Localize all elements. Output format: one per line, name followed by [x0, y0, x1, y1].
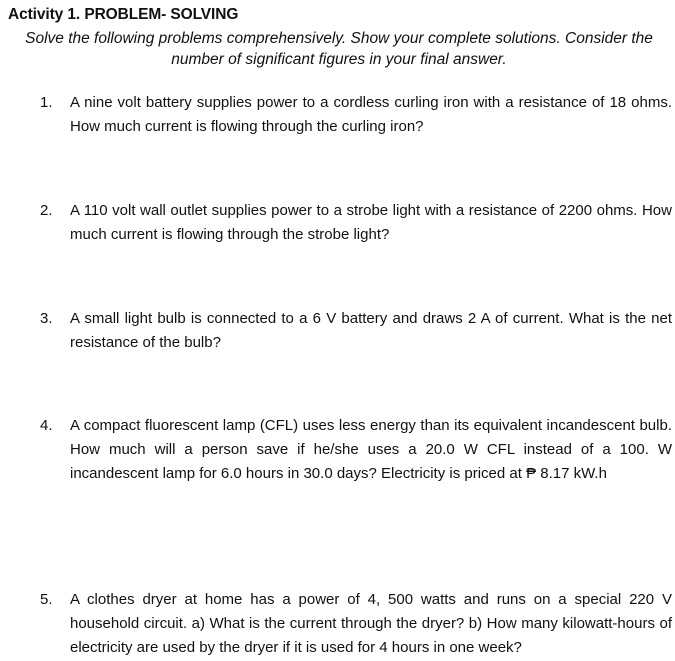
- problem-item-1: [40, 91, 672, 139]
- activity-title: Activity 1. PROBLEM- SOLVING: [8, 6, 239, 23]
- problem-number: 1.: [40, 94, 53, 111]
- problem-text: A clothes dryer at home has a power of 4, 500 watts and runs on a special 220 V household circuit. a) What is the current through the dryer? b) How many kilowatt-hours of electricity are used by the dryer if it is used for 4 hours in one week?: [70, 591, 672, 656]
- problem-text: A 110 volt wall outlet supplies power to a strobe light with a resistance of 2200 ohms. How much current is flowing through the strobe light?: [70, 202, 672, 243]
- problem-item-2: [40, 199, 672, 247]
- problem-number: 5.: [40, 591, 53, 608]
- problem-text: A compact fluorescent lamp (CFL) uses less energy than its equivalent incandescent bulb. How much will a person save if he/she uses a 20.0 W CFL instead of a 100. W incandescent lamp for 6.0 hours in 30.0 days? Electricity is priced at ₱ 8.17 kW.h: [70, 417, 672, 482]
- problem-item-3: [40, 307, 672, 355]
- problem-number: 2.: [40, 202, 53, 219]
- problem-number: 3.: [40, 310, 53, 327]
- problem-item-5: [40, 588, 672, 660]
- problem-text: A nine volt battery supplies power to a cordless curling iron with a resistance of 18 ohms. How much current is flowing through the curling iron?: [70, 94, 672, 135]
- instructions-text: Solve the following problems comprehensively. Show your complete solutions. Consider the number of significant figures in your final answer.: [25, 30, 653, 68]
- problem-text: A small light bulb is connected to a 6 V battery and draws 2 A of current. What is the net resistance of the bulb?: [70, 310, 672, 351]
- problem-item-4: [40, 414, 672, 486]
- problem-number: 4.: [40, 417, 53, 434]
